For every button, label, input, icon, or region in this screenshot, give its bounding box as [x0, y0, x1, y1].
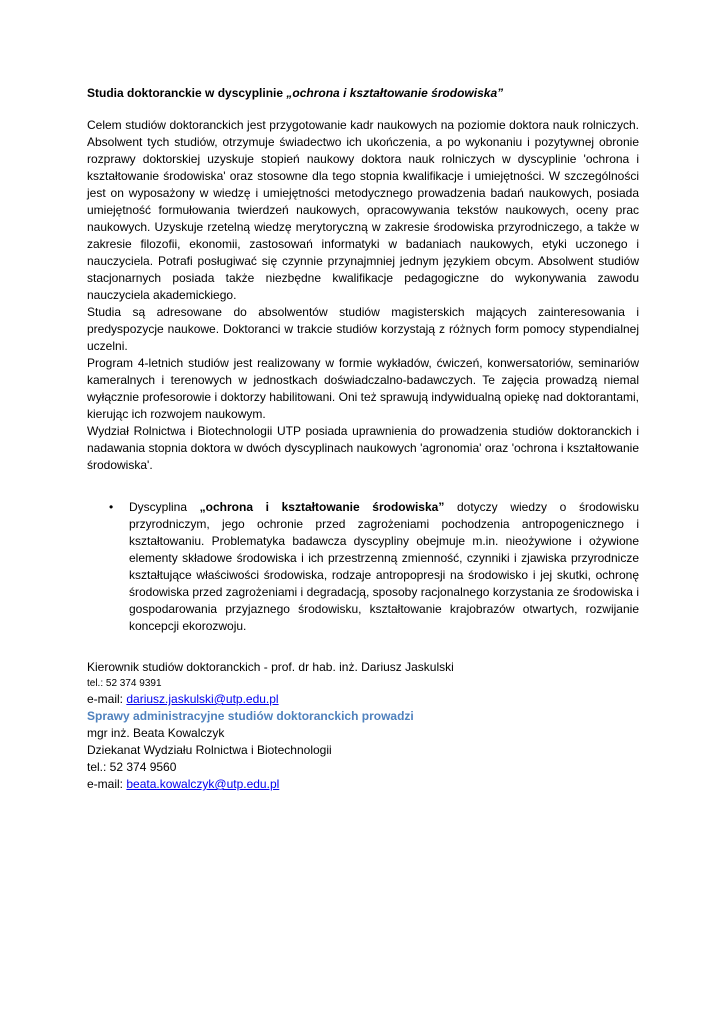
paragraph-audience: Studia są adresowane do absolwentów studiów magisterskich mających zainteresowania i predyspozycje naukowe. Doktoranci w trakcie studiów korzystają z różnych form pomocy stypendialnej uczelni.: [87, 305, 639, 353]
paragraph-faculty: Wydział Rolnictwa i Biotechnologii UTP posiada uprawnienia do prowadzenia studiów doktoranckich i nadawania stopnia doktora w dwóch dyscyplinach naukowych 'agronomia' oraz 'ochrona i kształtowanie środowiska'.: [87, 424, 639, 472]
bullet-text: [129, 499, 639, 635]
bullet-description: dotyczy wiedzy o środowisku przyrodniczym, jego ochronie przed zagrożeniami pochodzenia antropogenicznego i kształtowaniu. Problematyka badawcza dyscypliny obejmuje m.in. nieożywione i ożywione elementy składowe środowiska i ich przestrzenną zmienność, czynniki i zjawiska przyrodnicze kształtujące właściwości środowiska, rodzaje antropopresji na środowisko i jej skutki, ochronę środowiska przed zagrożeniami i degradacją, sposoby racjonalnego korzystania ze środowiska i gospodarowania przyjaznego środowisku, kształtowanie krajobrazów otwartych, rozwijanie koncepcji ekorozwoju.: [129, 500, 639, 633]
title-discipline: „ochrona i kształtowanie środowiska”: [286, 86, 504, 100]
admin-name: mgr inż. Beata Kowalczyk: [87, 726, 225, 740]
admin-heading: Sprawy administracyjne studiów doktoranckich prowadzi: [87, 709, 414, 723]
bullet-icon: •: [109, 500, 114, 514]
bullet-lead: Dyscyplina: [129, 500, 200, 514]
contact-section: [87, 659, 639, 793]
head-phone: tel.: 52 374 9391: [87, 678, 162, 689]
paragraph-program: Program 4-letnich studiów jest realizowany w formie wykładów, ćwiczeń, konwersatoriów, seminariów kameralnych i terenowych w jednostkach doświadczalno-badawczych. Te zajęcia prowadzą niemal wyłącznie profesorowie i doktorzy habilitowani. Oni też sprawują indywidualną opiekę nad doktorantami, kierując ich rozwojem naukowym.: [87, 356, 639, 421]
admin-email-line: [87, 776, 639, 793]
title-prefix: Studia doktoranckie w dyscyplinie: [87, 86, 287, 100]
discipline-bullet: [87, 499, 639, 635]
admin-email-link[interactable]: beata.kowalczyk@utp.edu.pl: [126, 777, 280, 791]
admin-email-label: e-mail:: [87, 777, 127, 791]
head-email-label: e-mail:: [87, 692, 127, 706]
paragraph-goals: Celem studiów doktoranckich jest przygotowanie kadr naukowych na poziomie doktora nauk rolniczych. Absolwent tych studiów, otrzymuje świadectwo ich ukończenia, a po wykonaniu i pozytywnej obronie rozprawy doktorskiej uzyskuje stopień naukowy doktora nauk rolniczych w dyscyplinie 'ochrona i kształtowanie środowiska' oraz stosowne dla tego stopnia kwalifikacje i umiejętności. W szczególności jest on wyposażony w wiedzę i umiejętności metodycznego prowadzenia badań naukowych, posiada umiejętność formułowania twierdzeń naukowych, opracowywania tekstów naukowych, oceny prac naukowych. Uzyskuje rzetelną wiedzę merytoryczną w zakresie środowiska przyrodniczego, a także w zakresie filozofii, ekonomii, zastosowań informatyki w badaniach naukowych, etyki uczonego i nauczyciela. Potrafi posługiwać się czynnie przynajmniej jednym językiem obcym. Absolwent studiów stacjonarnych posiada także niezbędne kwalifikacje pedagogiczne do wykonywania zawodu nauczyciela akademickiego.: [87, 118, 639, 302]
page-title: [87, 86, 639, 100]
document-page: [87, 86, 639, 793]
head-of-studies: Kierownik studiów doktoranckich - prof. dr hab. inż. Dariusz Jaskulski: [87, 660, 454, 674]
head-email-link[interactable]: dariusz.jaskulski@utp.edu.pl: [126, 692, 279, 706]
bullet-discipline-name: „ochrona i kształtowanie środowiska”: [199, 500, 445, 514]
admin-office: Dziekanat Wydziału Rolnictwa i Biotechnologii: [87, 743, 332, 757]
head-email-line: [87, 691, 639, 708]
admin-phone: tel.: 52 374 9560: [87, 760, 177, 774]
